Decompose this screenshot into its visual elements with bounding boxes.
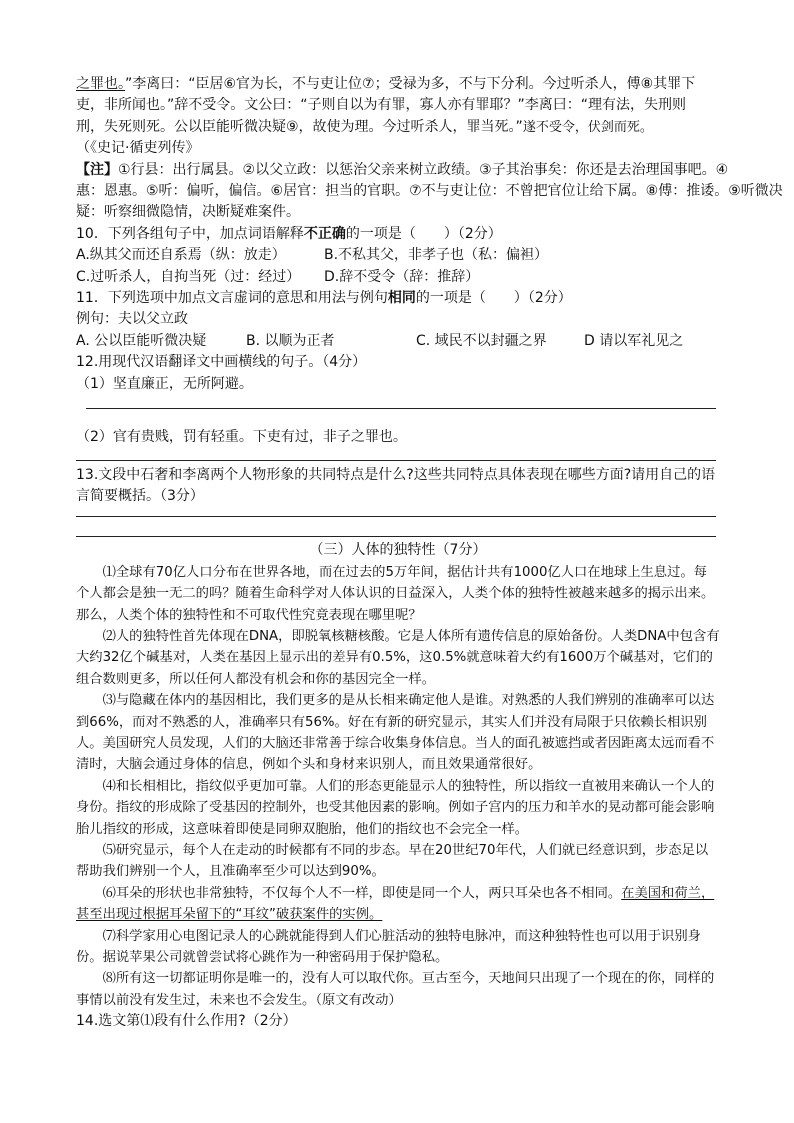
passage-line: 吏，非所闻也。”辞不受令。文公曰：“子则自以为有罪，寡人亦有罪耶？”李离曰：“理有法，失刑则 — [76, 97, 687, 114]
paragraph-4: ⑷和长相相比，指纹似乎更加可靠。人们的形态更能显示人的独特性，所以指纹一直被用来确认一个人的身份。指纹的形成除了受基因的控制外，也受其他因素的影响。例如子宫内的压力和羊水的晃动都可能会影响胎儿指纹的形成，这意味着即使是同卵双胞胎，他们的指纹也不会完全一样。 — [76, 778, 715, 837]
q10-option-c: C.过听杀人，自拘当死（过：经过） — [76, 268, 301, 285]
paragraph-3: ⑶与隐藏在体内的基因相比，我们更多的是从长相来确定他人是谁。对熟悉的人我们辨别的准确率可以达到66%，而对不熟悉的人，准确率只有56%。好在有新的研究显示，其实人们并没有局限于只依赖长相识别人。美国研究人员发现，人们的大脑还非常善于综合收集身体信息。当人的面孔被遮挡或者因距离太远而看不清时，大脑会通过身体的信息，例如个头和身材来识别人，而且效果通常很好。 — [76, 693, 715, 773]
q10-option-a: A.纵其父而还自系焉（纵：放走） — [76, 247, 286, 264]
q10-options-row — [76, 245, 720, 266]
q11-option-a: A. 公以臣能听微决疑 — [76, 332, 207, 349]
question-14: 14.选文第⑴段有什么作用?（2分） — [76, 1013, 297, 1030]
question-10: 10．下列各组句子中，加点词语解释不正确的一项是（ ）（2分） — [76, 225, 502, 242]
notes-line: 惠：恩惠。⑤听：偏听，偏信。⑥居官：担当的官职。⑦不与吏让位：不曾把官位让给下属。⑧傅：推诿。⑨听微决 — [76, 183, 783, 200]
underlined-sentence: 在美国和荷兰，甚至出现过根据耳朵留下的“耳纹”破获案件的实例。 — [76, 885, 715, 923]
question-12: 12.用现代汉语翻译文中画横线的句子。（4分） — [76, 354, 367, 371]
q12-sentence-1: （1）坚直廉正，无所阿避。 — [76, 375, 253, 392]
q10-option-d: D.辞不受令（辞：推辞） — [324, 268, 480, 285]
section-title: （三）人体的独特性（7分） — [309, 542, 487, 559]
paragraph-1: ⑴全球有70亿人口分布在世界各地，而在过去的5万年间，据估计共有1000亿人口在地球上生息过。每个人都会是独一无二的吗？随着生命科学对人体认识的日益深入，人类个体的独特性被越来越多的揭示出来。那么，人类个体的独特性和不可取代性究竟表现在哪里呢？ — [76, 564, 715, 623]
q12-sentence-2: （2）官有贵贱，罚有轻重。下吏有过，非子之罪也。 — [76, 429, 407, 446]
paragraph-7: ⑺科学家用心电图记录人的心跳就能得到人们心脏活动的独特电脉冲，而这种独特性也可以用于识别身份。据说苹果公司就曾尝试将心跳作为一种密码用于保护隐私。 — [76, 928, 701, 966]
paragraph-2: ⑵人的独特性首先体现在DNA，即脱氧核糖核酸。它是人体所有遗传信息的原始备份。人类DNA中包含有大约32亿个碱基对，人类在基因上显示出的差异有0.5%，这0.5%就意味着大约有1600万个碱基对，它们的组合数则更多，所以任何人都没有机会和你的基因完全一样。 — [76, 628, 720, 687]
q11-option-c: C. 域民不以封疆之界 — [416, 332, 547, 349]
paragraph-8: ⑻所有这一切都证明你是唯一的，没有人可以取代你。亘古至今，天地间只出现了一个现在的你，同样的事情以前没有发生过，未来也不会发生。（原文有改动） — [76, 971, 715, 1008]
exam-page — [76, 74, 783, 1033]
notes-line: 【注】①行县：出行属县。②以父立政：以惩治父亲来树立政绩。③子其治事矣：你还是去治理国事吧。④ — [76, 161, 729, 178]
passage-line: 之罪也。”李离曰：“臣居⑥官为长，不与吏让位⑦；受禄为多，不与下分利。今过听杀人，傅⑧其罪下 — [76, 76, 696, 92]
underlined-phrase: 之罪也。 — [76, 76, 125, 92]
question-11: 11．下列选项中加点文言虚词的意思和用法与例句相同的一项是（ ）（2分） — [76, 290, 572, 307]
q11-example: 例句：夫以父立政 — [76, 311, 188, 328]
paragraph-5: ⑸研究显示，每个人在走动的时候都有不同的步态。早在20世纪70年代，人们就已经意识到，步态足以帮助我们辨别一个人，且准确率至少可以达到90%。 — [76, 843, 709, 880]
notes-label: 【注】 — [76, 161, 118, 178]
q10-option-b: B.不私其父，非孝子也（私：偏袒） — [324, 247, 549, 264]
paragraph-6: ⑹耳朵的形状也非常独特，不仅每个人不一样，即使是同一个人，两只耳朵也各不相同。在美国和荷兰，甚至出现过根据耳朵留下的“耳纹”破获案件的实例。 — [76, 885, 715, 923]
passage-line: 刑，失死则死。公以臣能听微决疑⑨，故使为理。今过听杀人，罪当死。”遂不受令，伏剑而死。 — [76, 118, 653, 135]
question-13-cont: 言简要概括。（3分） — [76, 487, 204, 504]
q10-options-row — [76, 267, 720, 288]
question-13: 13.文段中石奢和李离两个人物形象的共同特点是什么?这些共同特点具体表现在哪些方面?请用自己的语 — [76, 466, 716, 483]
q11-option-b: B. 以顺为正者 — [246, 332, 335, 349]
q11-option-d: D 请以军礼见之 — [584, 332, 684, 349]
q11-options-row — [76, 331, 720, 352]
answer-line[interactable] — [76, 535, 716, 537]
notes-line: 疑：听察细微隐情，决断疑难案件。 — [76, 204, 300, 221]
passage-source: （《史记·循吏列传》 — [76, 140, 200, 157]
